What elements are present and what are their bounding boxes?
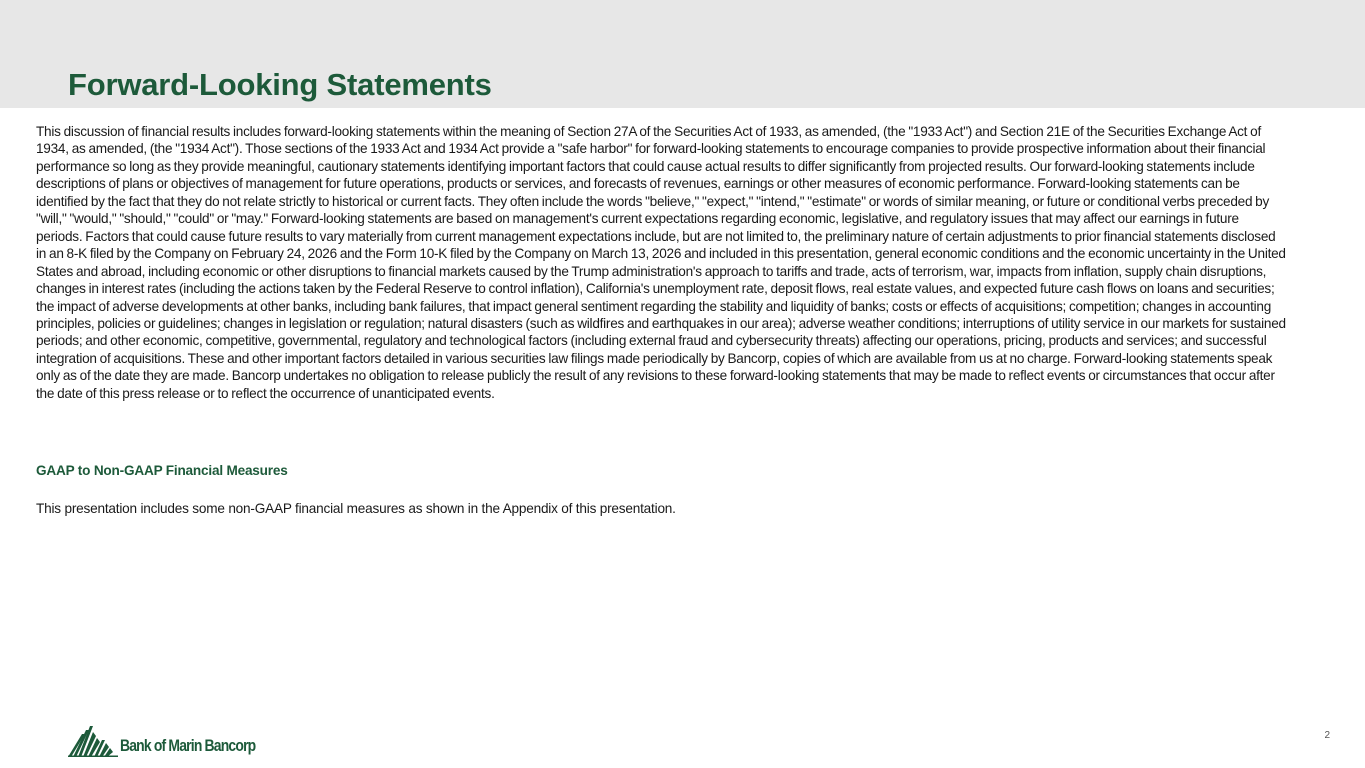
gaap-section-text: This presentation includes some non-GAAP financial measures as shown in the Appendix of this presentation. xyxy=(36,501,676,516)
mountain-logo-icon xyxy=(68,720,118,758)
logo-text: Bank of Marin Bancorp xyxy=(120,736,256,755)
company-logo xyxy=(68,718,285,758)
page-number: 2 xyxy=(1324,730,1330,741)
forward-looking-statement-paragraph: This discussion of financial results includes forward-looking statements within the meaning of Section 27A of the Securities Act of 1933, as amended, (the "1933 Act") and Section 21E of the Securities Exchange Act of 1934, as amended, (the "1934 Act"). Those sections of the 1933 Act and 1934 Act provide a "safe harbor" for forward-looking statements to encourage companies to provide prospective information about their financial performance so long as they provide meaningful, cautionary statements identifying important factors that could cause actual results to differ significantly from projected results. Our forward-looking statements include descriptions of plans or objectives of management for future operations, products or services, and forecasts of revenues, earnings or other measures of economic performance. Forward-looking statements can be identified by the fact that they do not relate strictly to historical or current facts. They often include the words "believe," "expect," "intend," "estimate" or words of similar meaning, or future or conditional verbs preceded by "will," "would," "should," "could" or "may." Forward-looking statements are based on management's current expectations regarding economic, legislative, and regulatory issues that may affect our earnings in future periods. Factors that could cause future results to vary materially from current management expectations include, but are not limited to, the preliminary nature of certain adjustments to prior financial statements disclosed in an 8-K filed by the Company on February 24, 2026 and the Form 10-K filed by the Company on March 13, 2026 and included in this presentation, general economic conditions and the economic uncertainty in the United States and abroad, including economic or other disruptions to financial markets caused by the Trump administration's approach to tariffs and trade, acts of terrorism, war, impacts from inflation, supply chain disruptions, changes in interest rates (including the actions taken by the Federal Reserve to control inflation), California's unemployment rate, deposit flows, real estate values, and expected future cash flows on loans and securities; the impact of adverse developments at other banks, including bank failures, that impact general sentiment regarding the stability and liquidity of banks; costs or effects of acquisitions; competition; changes in accounting principles, policies or guidelines; changes in legislation or regulation; natural disasters (such as wildfires and earthquakes in our area); adverse weather conditions; interruptions of utility service in our markets for sustained periods; and other economic, competitive, governmental, regulatory and technological factors (including external fraud and cybersecurity threats) affecting our operations, pricing, products and services; and successful integration of acquisitions. These and other important factors detailed in various securities law filings made periodically by Bancorp, copies of which are available from us at no charge. Forward-looking statements speak only as of the date they are made. Bancorp undertakes no obligation to release publicly the result of any revisions to these forward-looking statements that may be made to reflect events or circumstances that occur after the date of this press release or to reflect the occurrence of unanticipated events. xyxy=(36,124,1286,401)
slide-title: Forward-Looking Statements xyxy=(68,67,492,102)
gaap-section-heading: GAAP to Non-GAAP Financial Measures xyxy=(36,463,288,478)
